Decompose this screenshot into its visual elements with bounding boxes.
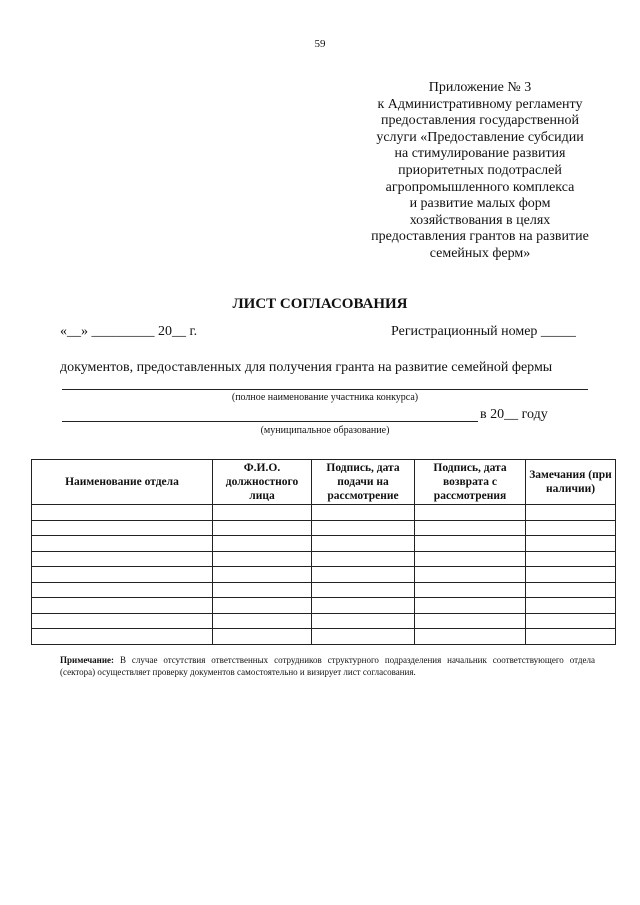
table-cell: [526, 613, 616, 629]
document-title: ЛИСТ СОГЛАСОВАНИЯ: [232, 296, 408, 312]
table-row: [32, 582, 616, 598]
table-row: [32, 598, 616, 614]
table-row: [32, 629, 616, 645]
table-cell: [213, 613, 312, 629]
table-cell: [526, 520, 616, 536]
appendix-line: агропромышленного комплекса: [385, 179, 575, 195]
table-cell: [526, 505, 616, 521]
table-cell: [213, 582, 312, 598]
table-header-row: [32, 460, 616, 505]
table-cell: [312, 536, 415, 552]
footnote-text: В случае отсутствия ответственных сотрудников структурного подразделения начальник соответствующего отдела (сектора) осуществляет проверку документов самостоятельно и визирует лист согласования.: [60, 655, 595, 677]
documents-line: документов, предоставленных для получения гранта на развитие семейной фермы: [60, 360, 553, 375]
appendix-line: на стимулирование развития: [394, 146, 566, 162]
table-cell: [312, 551, 415, 567]
appendix-line: Приложение № 3: [428, 80, 532, 95]
table-row: [32, 536, 616, 552]
table-cell: [415, 505, 526, 521]
appendix-line: семейных ферм»: [429, 245, 531, 261]
column-header-return-signature: Подпись, дата возврата с рассмотрения: [415, 460, 526, 505]
table-cell: [415, 551, 526, 567]
approval-table: [31, 459, 616, 645]
appendix-header: [360, 80, 600, 263]
table-cell: [213, 629, 312, 645]
table-cell: [312, 567, 415, 583]
table-cell: [415, 536, 526, 552]
table-cell: [213, 551, 312, 567]
table-cell: [415, 613, 526, 629]
appendix-line: услуги «Предоставление субсидии: [376, 129, 584, 145]
table-cell: [213, 598, 312, 614]
table-cell: [526, 598, 616, 614]
table-cell: [415, 598, 526, 614]
table-cell: [312, 520, 415, 536]
appendix-line: приоритетных подотраслей: [398, 162, 562, 178]
table-row: [32, 567, 616, 583]
table-cell: [526, 551, 616, 567]
table-cell: [526, 536, 616, 552]
date-line: «__» _________ 20__ г.: [60, 324, 198, 339]
table-cell: [32, 520, 213, 536]
table-cell: [32, 536, 213, 552]
table-cell: [312, 613, 415, 629]
appendix-line: предоставления государственной: [380, 113, 580, 129]
appendix-line: предоставления грантов на развитие: [371, 229, 589, 245]
appendix-line: и развитие малых форм: [409, 196, 551, 212]
appendix-line: к Административному регламенту: [377, 96, 583, 112]
table-cell: [213, 567, 312, 583]
table-cell: [415, 582, 526, 598]
table-cell: [312, 629, 415, 645]
table-row: [32, 613, 616, 629]
year-text: в 20__ году: [480, 407, 548, 422]
table-row: [32, 505, 616, 521]
table-cell: [213, 505, 312, 521]
table-cell: [312, 598, 415, 614]
table-cell: [415, 567, 526, 583]
table-cell: [32, 567, 213, 583]
column-header-department: Наименование отдела: [32, 460, 213, 505]
table-cell: [32, 551, 213, 567]
municipality-rule: [62, 421, 478, 422]
table-cell: [32, 582, 213, 598]
table-cell: [32, 505, 213, 521]
table-cell: [526, 582, 616, 598]
participant-name-rule: [62, 389, 588, 390]
table-cell: [32, 598, 213, 614]
page-number: 59: [314, 38, 326, 50]
table-cell: [213, 520, 312, 536]
column-header-submission-signature: Подпись, дата подачи на рассмотрение: [312, 460, 415, 505]
municipality-caption: (муниципальное образование): [260, 425, 390, 436]
table-cell: [415, 520, 526, 536]
column-header-official-name: Ф.И.О. должностного лица: [213, 460, 312, 505]
table-row: [32, 551, 616, 567]
table-cell: [312, 582, 415, 598]
table-cell: [312, 505, 415, 521]
table-cell: [526, 629, 616, 645]
footnote-label: Примечание:: [60, 655, 115, 665]
table-cell: [32, 629, 213, 645]
registration-number-line: Регистрационный номер _____: [391, 324, 576, 339]
column-header-remarks: Замечания (при наличии): [526, 460, 616, 505]
participant-caption: (полное наименование участника конкурса): [231, 392, 419, 403]
table-cell: [415, 629, 526, 645]
footnote: [60, 654, 595, 678]
table-cell: [32, 613, 213, 629]
appendix-line: хозяйствования в целях: [409, 212, 551, 228]
table-row: [32, 520, 616, 536]
table-cell: [526, 567, 616, 583]
table-cell: [213, 536, 312, 552]
